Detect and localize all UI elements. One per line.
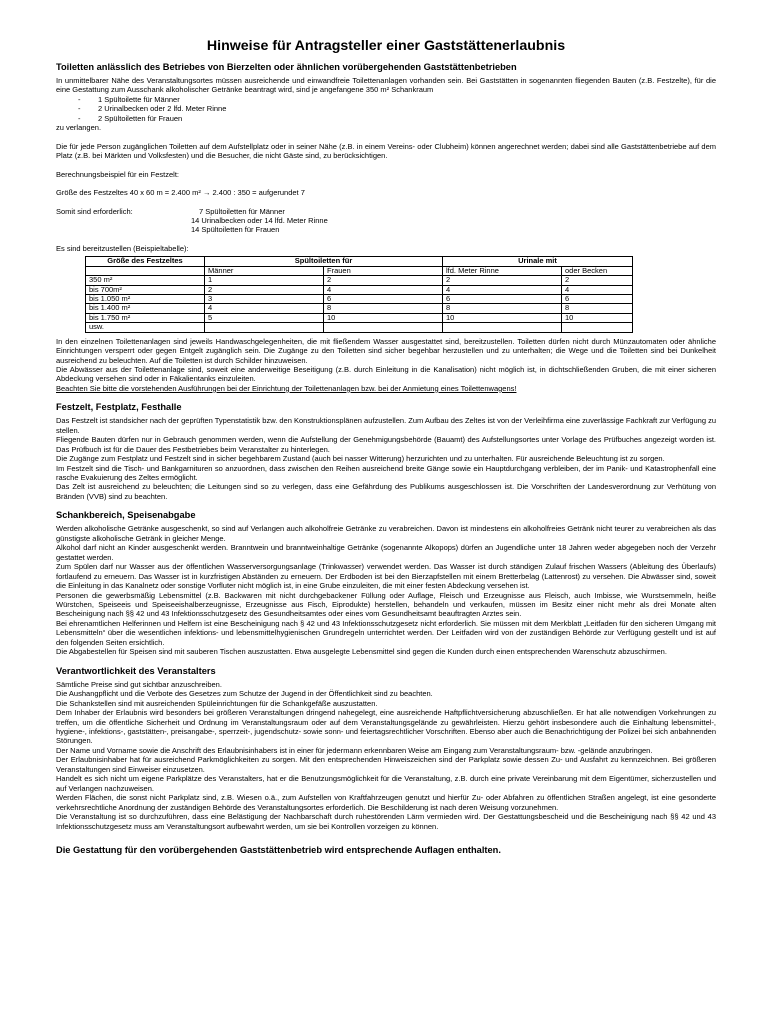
verantwortlich-paragraph: Die Veranstaltung ist so durchzuführen, dass eine Belästigung der Nachbarschaft durch ruhestörenden Lärm vermieden wird. Der Gestattungsbescheid und die Bescheinigung nach §§ 42 und 43 Infektionsschutzgesetz muss am Veranstaltungsort aufbewahrt werden, um sie bei Kontrollen vorzeigen zu können. (56, 812, 716, 831)
table-cell (324, 323, 443, 332)
toiletten-list (56, 95, 716, 123)
table-cell: 6 (324, 294, 443, 303)
toiletten-para2: Die für jede Person zugänglichen Toiletten auf dem Aufstellplatz oder in seiner Nähe (z.B. in einem Vereins- oder Clubheim) können angerechnet werden; dabei sind alle Gaststättenbetriebe auf dem Platz (z.B. bei Märkten und Volksfesten) und die Besucher, die nicht Gäste sind, zu berücksichtigen. (56, 141, 716, 161)
table-header: Spültoiletten für (205, 257, 443, 266)
table-row (86, 294, 633, 303)
table-cell (443, 323, 562, 332)
festzelt-body (56, 416, 716, 501)
table-row (86, 304, 633, 313)
schank-paragraph: Alkohol darf nicht an Kinder ausgeschenkt werden. Branntwein und branntweinhaltige Getränke (sogenannte Alkopops) dürfen an Jugendliche unter 18 Jahren weder abgegeben noch der Verzehr gestattet werden. (56, 543, 716, 562)
verantwortlich-body (56, 680, 716, 831)
table-cell: 5 (205, 313, 324, 322)
table-cell: 2 (443, 276, 562, 285)
table-subheader: Frauen (324, 266, 443, 275)
festzelt-paragraph: Im Festzelt sind die Tisch- und Bankgarnituren so anzuordnen, dass zwischen den Reihen ausreichend breite Gänge sowie ein Hauptdurchgang verbleiben, der im Panik- und Katastrophenfall eine rasche Evakuierung des Zeltes ermöglicht. (56, 463, 716, 483)
page-title: Hinweise für Antragsteller einer Gaststättenerlaubnis (206, 38, 566, 54)
table-cell: bis 700m² (86, 285, 205, 294)
table-cell: 4 (562, 285, 633, 294)
toiletten-after-list: zu verlangen. (56, 123, 102, 133)
list-item: - 2 Urinalbecken oder 2 lfd. Meter Rinne (56, 104, 716, 113)
table-cell: bis 1.050 m² (86, 294, 205, 303)
toiletten-para5: Beachten Sie bitte die vorstehenden Ausführungen bei der Einrichtung der Toilettenanlagen bzw. bei der Anmietung eines Toilettenwagens! (56, 383, 517, 393)
table-cell: usw. (86, 323, 205, 332)
verantwortlich-paragraph: Handelt es sich nicht um eigene Parkplätze des Veranstalters, hat er die Benutzungsmöglichkeit für die Veranstaltung, z.B. durch eine private Vereinbarung mit dem Eigentümer, sicherzustellen und auf Verlangen nachzuweisen. (56, 774, 716, 793)
festzelt-paragraph: Fliegende Bauten dürfen nur in Gebrauch genommen werden, wenn die Aufstellung der Genehmigungsbehörde (Bauamt) des Aufstellungsortes unter Vorlage des Prüfbuches angezeigt worden ist. Das Prüfbuch ist für die Dauer des Festbetriebes beim Veranstalter zu hinterlegen. (56, 435, 716, 454)
table-subheader: oder Becken (562, 266, 633, 275)
table-cell: 4 (443, 285, 562, 294)
table-cell: 10 (562, 313, 633, 322)
schank-body (56, 524, 716, 656)
verantwortlich-paragraph: Dem Inhaber der Erlaubnis wird besonders bei größeren Veranstaltungen dringend nahegelegt, eine ausreichende Haftpflichtversicherung abzuschließen. Er hat alle notwendigen Vorkehrungen zu treffen, um die öffentliche Sicherheit und Ordnung im Veranstaltungsraum oder auf dem Veranstaltungsgelände zu gewährleisten. Hierzu gehört insbesondere auch die Einhaltung lebensmittel-, hygiene-, infektions-, gaststätten-, preisangabe-, sperrzeit-, jugendschutz- sowie sonn- und feiertagsrechtlicher Vorschriften. Ebenso aber auch die Benachrichtigung der Polizei bei sich anbahnenden Störungen. (56, 708, 716, 746)
list-item: - 2 Spültoiletten für Frauen (56, 114, 716, 123)
calc-label: Somit sind erforderlich: (56, 206, 133, 216)
table-cell: 6 (562, 294, 633, 303)
schank-paragraph: Personen die gewerbsmäßig Lebensmittel (z.B. Backwaren mit nicht durchgebackener Füllung oder Auflage, Fleisch und Erzeugnisse aus Fleisch, auch Imbisse, wie Wurstsemmeln, heiße Würstchen, Speiseeis und Speiseeishalberzeugnisse, Erzeugnisse aus Fisch, Eiprodukte) herstellen, behandeln und verkaufen, müssen im Besitz einer nicht mehr als drei Monate alten Bescheinigung nach §§ 42 und 43 Infektionsschutzgesetz des Gesundheitsamtes oder eines vom Gesundheitsamt beauftragten Arztes sein. (56, 590, 716, 619)
table-cell: 8 (443, 304, 562, 313)
table-row (86, 285, 633, 294)
table-cell: 2 (324, 276, 443, 285)
table-row (86, 323, 633, 332)
table-cell: 8 (324, 304, 443, 313)
table-cell: 350 m² (86, 276, 205, 285)
verantwortlich-paragraph: Die Schankstellen sind mit ausreichenden Spüleinrichtungen für die Schankgefäße auszustatten. (56, 698, 378, 708)
table-subheader: lfd. Meter Rinne (443, 266, 562, 275)
final-note: Die Gestattung für den vorübergehenden Gaststättenbetrieb wird entsprechende Auflagen enthalten. (56, 844, 501, 855)
toiletten-intro: In unmittelbarer Nähe des Veranstaltungsortes müssen ausreichende und einwandfreie Toilettenanlagen vorhanden sein. Bei Gaststätten in sogenannten fliegenden Bauten (z.B. Festzelte), für die eine Gestattung zum Ausschank alkoholischer Getränke beantragt wird, sind je angefangene 350 m² Schankraum (56, 76, 716, 95)
list-item: - 1 Spültoilette für Männer (56, 95, 716, 104)
table-subheader: Männer (205, 266, 324, 275)
schank-paragraph: Zum Spülen darf nur Wasser aus der öffentlichen Wasserversorgungsanlage (Trinkwasser) verwendet werden. Das Wasser ist durch ständigen Zulauf frischen Wassers (Ableitung des Überlaufs) fortlaufend zu erneuern. Das Wasser ist in kurzfristigen Abständen zu erneuern. Der Erdboden ist bei den Bierzapfstellen mit einem Bretterbelag (Lattenrost) zu versehen. Die Abwässer sind, soweit die Einleitung in das Kanalnetz oder sonstige Vorfluter nicht möglich ist, in eine Grube einzuleiten, die mit einer festen Abdeckung versehen ist. (56, 562, 716, 591)
table-cell: 2 (562, 276, 633, 285)
table-header: Urinale mit (443, 257, 633, 266)
section-heading-festzelt: Festzelt, Festplatz, Festhalle (56, 402, 182, 413)
table-row (86, 276, 633, 285)
section-heading-verantwortlich: Verantwortlichkeit des Veranstalters (56, 665, 216, 676)
table-cell: bis 1.750 m² (86, 313, 205, 322)
table-cell (562, 323, 633, 332)
toiletten-table (85, 256, 633, 332)
table-cell: 10 (324, 313, 443, 322)
calc-size: Größe des Festzeltes 40 x 60 m = 2.400 m² → 2.400 : 350 = aufgerundet 7 (56, 188, 305, 198)
table-cell: 8 (562, 304, 633, 313)
table-header: Größe des Festzeltes (86, 257, 205, 266)
document-page (56, 30, 716, 855)
schank-paragraph: Bei ehrenamtlichen Helferinnen und Helfern ist eine Bescheinigung nach § 42 und 43 Infektionsschutzgesetz nicht erforderlich. Sie müssen mit dem Merkblatt „Leitfaden für den sicheren Umgang mit Lebensmitteln“ über die wesentlichen infektions- und lebensmittelhygienischen Grundregeln unterrichtet werden. Der Leitfaden wird von der zuständigen Behörde zur Verfügung gestellt und ist auf den folgenden Seiten ersichtlich. (56, 618, 716, 647)
section-heading-schank: Schankbereich, Speisenabgabe (56, 510, 196, 521)
calc-item: 14 Spültoiletten für Frauen (191, 225, 280, 235)
verantwortlich-paragraph: Die Aushangpflicht und die Verbote des Gesetzes zum Schutze der Jugend in der Öffentlichkeit sind zu beachten. (56, 689, 433, 699)
toiletten-para3: In den einzelnen Toilettenanlagen sind jeweils Handwaschgelegenheiten, die mit fließendem Wasser ausgestattet sind, bereitzustellen. Toiletten dürfen nicht durch Münzautomaten oder ähnliche Einrichtungen versperrt oder gegen Entgelt zugänglich sein. Die Zugänge zu den Toiletten sind sicher begehbar herzustellen und zu unterhalten; die Wege und die Toiletten sind bei Dunkelheit ausreichend zu beleuchten. Auf die Toiletten ist durch Schilder hinzuweisen. (56, 336, 716, 365)
calc-item: 7 Spültoiletten für Männer (199, 206, 285, 216)
table-cell: 3 (205, 294, 324, 303)
table-cell: bis 1.400 m² (86, 304, 205, 313)
table-cell: 1 (205, 276, 324, 285)
festzelt-paragraph: Die Zugänge zum Festplatz und Festzelt sind in sicher begehbarem Zustand (auch bei nasser Witterung) herzurichten und zu unterhalten. Für ausreichende Beleuchtung ist zu sorgen. (56, 454, 665, 464)
festzelt-paragraph: Das Festzelt ist standsicher nach der geprüften Typenstatistik bzw. den Konstruktionsplänen aufzustellen. Zum Aufbau des Zeltes ist von der Verleihfirma eine zuverlässige Fachkraft zur Verfügung zu stellen. (56, 416, 716, 435)
verantwortlich-paragraph: Werden Flächen, die sonst nicht Parkplatz sind, z.B. Wiesen o.ä., zum Aufstellen von Kraftfahrzeugen genutzt und hierfür Zu- oder Abfahren zu öffentlichen Straßen angelegt, ist eine gesonderte verkehrsrechtliche Anordnung der zuständigen Behörde des Veranstaltungsortes erforderlich. Die Beschilderung ist nach deren Weisung vorzunehmen. (56, 793, 716, 812)
calc-block (56, 207, 716, 235)
festzelt-paragraph: Das Zelt ist ausreichend zu beleuchten; die Leitungen sind so zu verlegen, dass eine Gefährdung des Publikums ausgeschlossen ist. Die Vorschriften der Landesverordnung zur Verhütung von Bränden (VVB) sind zu beachten. (56, 482, 716, 501)
verantwortlich-paragraph: Der Name und Vorname sowie die Anschrift des Erlaubnisinhabers ist in einer für jedermann erkennbaren Weise am Eingang zum Veranstaltungsraum- bzw. -gelände anzubringen. (56, 745, 653, 755)
calc-heading: Berechnungsbeispiel für ein Festzelt: (56, 169, 179, 179)
table-cell (205, 323, 324, 332)
table-cell: 4 (324, 285, 443, 294)
table-intro: Es sind bereitzustellen (Beispieltabelle): (56, 243, 189, 253)
table-cell: 6 (443, 294, 562, 303)
schank-paragraph: Werden alkoholische Getränke ausgeschenkt, so sind auf Verlangen auch alkoholfreie Getränke zu verabreichen. Davon ist mindestens ein alkoholfreies Getränk nicht teurer zu verabreichen als das günstigste alkoholische Getränk in gleicher Menge. (56, 524, 716, 543)
verantwortlich-paragraph: Der Erlaubnisinhaber hat für ausreichend Parkmöglichkeiten zu sorgen. Mit den entsprechenden Hinweiszeichen sind der Parkplatz sowie dessen Zu- und Ausfahrt zu kennzeichnen. Bei größeren Veranstaltungen sind Einweiser einzusetzen. (56, 755, 716, 774)
calc-item: 14 Urinalbecken oder 14 lfd. Meter Rinne (191, 215, 328, 225)
toiletten-para4: Die Abwässer aus der Toilettenanlage sind, soweit eine anderweitige Beseitigung (z.B. durch Einleitung in die Kanalisation) nicht möglich ist, in dichtschließenden Gruben, die mit einer sicheren Abdeckung versehen sind oder in Fäkalientanks einzuleiten. (56, 364, 716, 384)
section-heading-toiletten: Toiletten anlässlich des Betriebes von Bierzelten oder ähnlichen vorübergehenden Gaststättenbetrieben (56, 62, 517, 72)
schank-paragraph: Die Abgabestellen für Speisen sind mit sauberen Tischen auszustatten. Etwa ausgelegte Lebensmittel sind gegen die Kunden durch einen entsprechenden Warenschutz abzuschirmen. (56, 647, 667, 657)
table-cell: 10 (443, 313, 562, 322)
table-row (86, 313, 633, 322)
verantwortlich-paragraph: Sämtliche Preise sind gut sichtbar anzuschreiben. (56, 679, 222, 689)
table-cell: 2 (205, 285, 324, 294)
table-cell: 4 (205, 304, 324, 313)
